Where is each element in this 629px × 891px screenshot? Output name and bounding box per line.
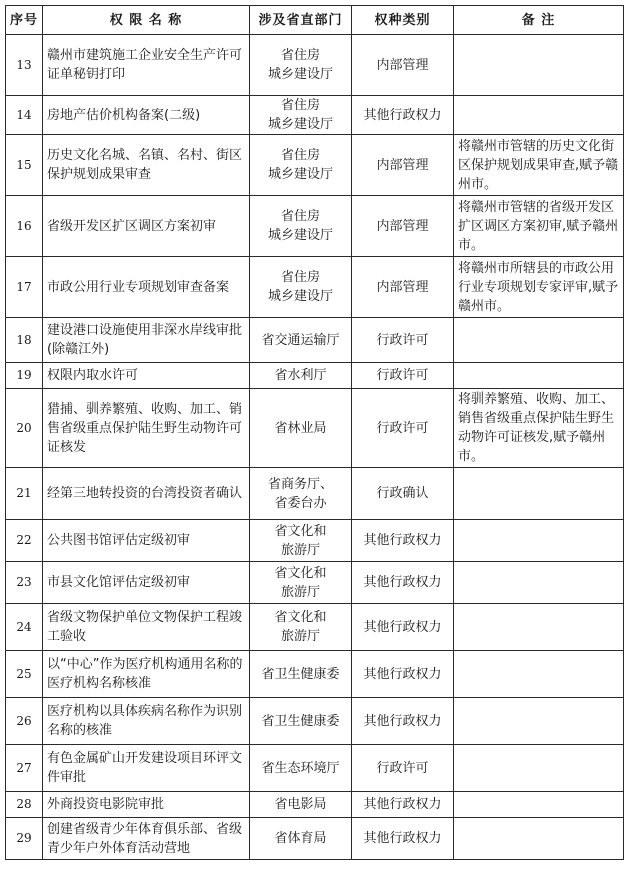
table-row [6, 520, 624, 562]
row-remark [454, 604, 624, 651]
header-note: 备 注 [454, 6, 624, 35]
row-seq: 25 [6, 651, 43, 698]
table-row [6, 135, 624, 196]
row-power-name: 历史文化名城、名镇、名村、街区保护规划成果审查 [43, 135, 250, 196]
row-seq: 18 [6, 318, 43, 363]
table-row [6, 745, 624, 792]
row-power-name: 省级文物保护单位文物保护工程竣工验收 [43, 604, 250, 651]
row-department: 省文化和 旅游厅 [250, 520, 352, 562]
table-row [6, 35, 624, 96]
row-power-type: 其他行政权力 [352, 96, 454, 135]
row-power-name: 市政公用行业专项规划审查备案 [43, 257, 250, 318]
header-seq: 序号 [6, 6, 43, 35]
row-department: 省住房 城乡建设厅 [250, 96, 352, 135]
row-remark: 将驯养繁殖、收购、加工、销售省级重点保护陆生野生动物许可证核发,赋予赣州市。 [454, 389, 624, 468]
row-power-type: 其他行政权力 [352, 792, 454, 818]
row-power-type: 行政许可 [352, 745, 454, 792]
row-seq: 22 [6, 520, 43, 562]
header-dept: 涉及省直部门 [250, 6, 352, 35]
row-seq: 14 [6, 96, 43, 135]
row-power-type: 行政许可 [352, 318, 454, 363]
row-seq: 21 [6, 468, 43, 520]
table-row [6, 96, 624, 135]
row-power-name: 经第三地转投资的台湾投资者确认 [43, 468, 250, 520]
row-seq: 13 [6, 35, 43, 96]
row-seq: 27 [6, 745, 43, 792]
table-row [6, 562, 624, 604]
row-power-type: 其他行政权力 [352, 520, 454, 562]
row-remark [454, 520, 624, 562]
row-remark: 将赣州市管辖的历史文化街区保护规划成果审查,赋予赣州市。 [454, 135, 624, 196]
row-department: 省生态环境厅 [250, 745, 352, 792]
row-department: 省水利厅 [250, 363, 352, 389]
row-seq: 24 [6, 604, 43, 651]
header-row [6, 6, 624, 35]
header-type: 权种类别 [352, 6, 454, 35]
row-department: 省住房 城乡建设厅 [250, 35, 352, 96]
table-row [6, 651, 624, 698]
row-power-type: 其他行政权力 [352, 651, 454, 698]
row-seq: 16 [6, 196, 43, 257]
row-department: 省文化和 旅游厅 [250, 562, 352, 604]
row-department: 省文化和 旅游厅 [250, 604, 352, 651]
row-power-type: 内部管理 [352, 135, 454, 196]
row-remark [454, 698, 624, 745]
row-remark [454, 651, 624, 698]
row-seq: 19 [6, 363, 43, 389]
row-department: 省卫生健康委 [250, 651, 352, 698]
row-remark [454, 96, 624, 135]
row-power-name: 房地产估价机构备案(二级) [43, 96, 250, 135]
table-header [6, 6, 624, 35]
row-remark [454, 792, 624, 818]
table-row [6, 196, 624, 257]
row-remark [454, 562, 624, 604]
row-power-type: 其他行政权力 [352, 698, 454, 745]
row-department: 省卫生健康委 [250, 698, 352, 745]
row-power-type: 内部管理 [352, 257, 454, 318]
row-remark [454, 318, 624, 363]
row-remark [454, 745, 624, 792]
row-department: 省商务厅、 省委台办 [250, 468, 352, 520]
row-seq: 28 [6, 792, 43, 818]
row-power-name: 猎捕、驯养繁殖、收购、加工、销售省级重点保护陆生野生动物许可证核发 [43, 389, 250, 468]
row-department: 省体育局 [250, 818, 352, 860]
row-power-type: 其他行政权力 [352, 818, 454, 860]
row-seq: 29 [6, 818, 43, 860]
row-remark [454, 468, 624, 520]
row-department: 省电影局 [250, 792, 352, 818]
row-remark [454, 35, 624, 96]
table-row [6, 818, 624, 860]
table-row [6, 604, 624, 651]
row-department: 省住房 城乡建设厅 [250, 257, 352, 318]
row-power-type: 行政许可 [352, 389, 454, 468]
table-row [6, 257, 624, 318]
row-power-name: 市县文化馆评估定级初审 [43, 562, 250, 604]
row-power-type: 行政许可 [352, 363, 454, 389]
row-seq: 23 [6, 562, 43, 604]
row-department: 省林业局 [250, 389, 352, 468]
table-row [6, 363, 624, 389]
table-row [6, 698, 624, 745]
table-row [6, 468, 624, 520]
row-remark [454, 363, 624, 389]
row-power-name: 外商投资电影院审批 [43, 792, 250, 818]
row-remark: 将赣州市管辖的省级开发区扩区调区方案初审,赋予赣州市。 [454, 196, 624, 257]
row-power-name: 权限内取水许可 [43, 363, 250, 389]
table-row [6, 389, 624, 468]
table-body [6, 35, 624, 860]
row-power-name: 医疗机构以具体疾病名称作为识别名称的核准 [43, 698, 250, 745]
row-power-name: 有色金属矿山开发建设项目环评文件审批 [43, 745, 250, 792]
header-name: 权 限 名 称 [43, 6, 250, 35]
row-department: 省住房 城乡建设厅 [250, 196, 352, 257]
row-power-type: 其他行政权力 [352, 604, 454, 651]
row-remark: 将赣州市所辖县的市政公用行业专项规划专家评审,赋予赣州市。 [454, 257, 624, 318]
table-row [6, 318, 624, 363]
row-power-type: 行政确认 [352, 468, 454, 520]
row-power-name: 以“中心”作为医疗机构通用名称的医疗机构名称核准 [43, 651, 250, 698]
row-power-type: 内部管理 [352, 196, 454, 257]
row-power-type: 内部管理 [352, 35, 454, 96]
row-seq: 15 [6, 135, 43, 196]
row-seq: 26 [6, 698, 43, 745]
table-row [6, 792, 624, 818]
row-seq: 20 [6, 389, 43, 468]
row-seq: 17 [6, 257, 43, 318]
row-power-name: 省级开发区扩区调区方案初审 [43, 196, 250, 257]
row-power-name: 建设港口设施使用非深水岸线审批(除赣江外) [43, 318, 250, 363]
row-remark [454, 818, 624, 860]
powers-table [5, 5, 624, 860]
row-power-type: 其他行政权力 [352, 562, 454, 604]
row-power-name: 创建省级青少年体育俱乐部、省级青少年户外体育活动营地 [43, 818, 250, 860]
row-department: 省住房 城乡建设厅 [250, 135, 352, 196]
row-power-name: 公共图书馆评估定级初审 [43, 520, 250, 562]
row-department: 省交通运输厅 [250, 318, 352, 363]
row-power-name: 赣州市建筑施工企业安全生产许可证单秘钥打印 [43, 35, 250, 96]
